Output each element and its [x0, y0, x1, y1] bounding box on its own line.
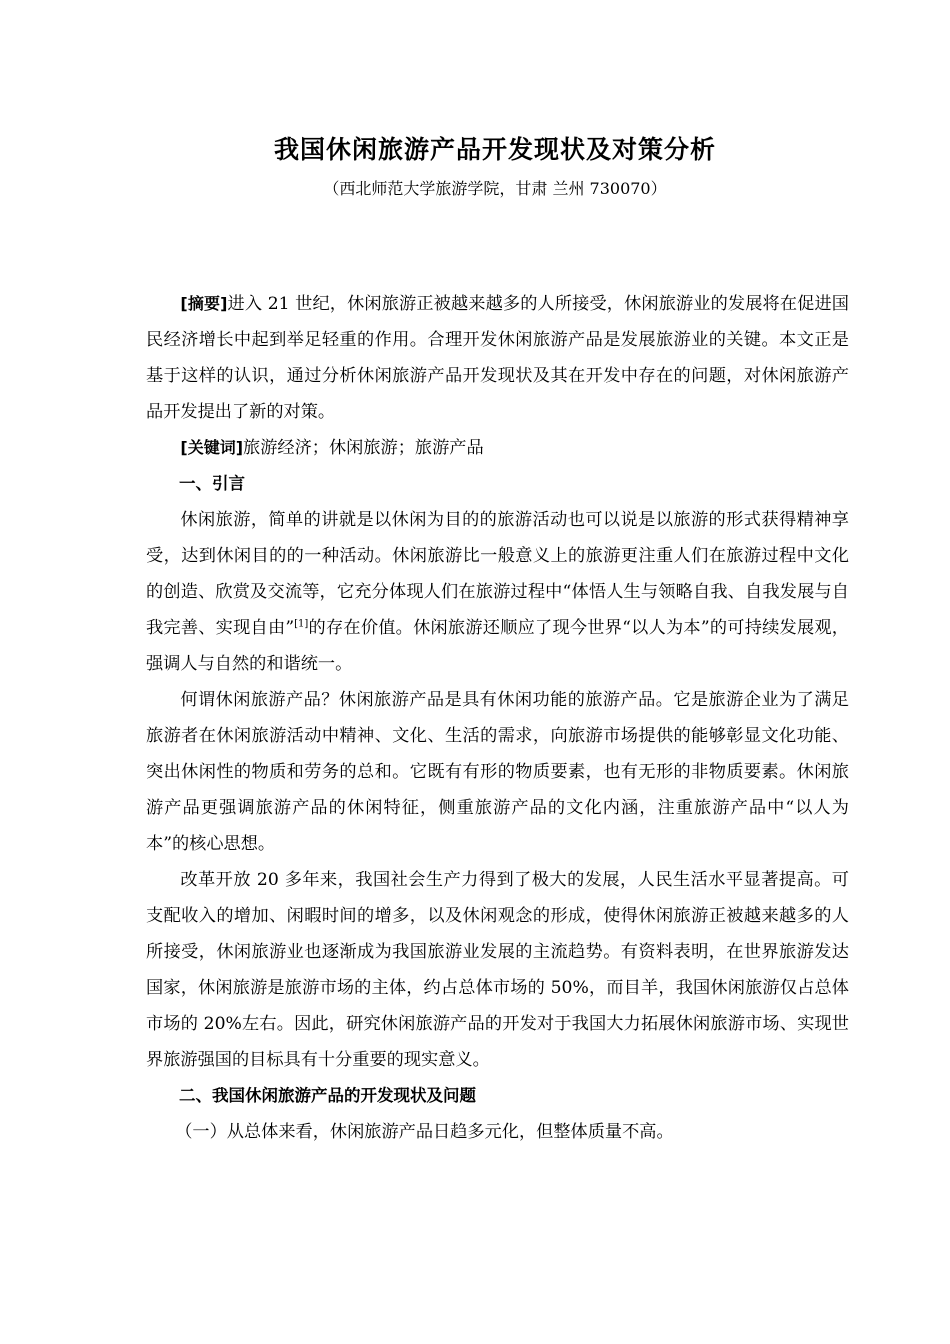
intro-paragraph-3: 改革开放 20 多年来，我国社会生产力得到了极大的发展，人民生活水平显著提高。可支配收入的增加、闲暇时间的增多，以及休闲观念的形成，使得休闲旅游正被越来越多的人所接受，休闲旅游业也逐渐成为我国旅游业发展的主流趋势。有资料表明，在世界旅游发达国家，休闲旅游是旅游市场的主体，约占总体市场的 50%，而目羊，我国休闲旅游仅占总体市场的 20%左右。因此，研究休闲旅游产品的开发对于我国大力拓展休闲旅游市场、实现世界旅游强国的目标具有十分重要的现实意义。 — [146, 870, 849, 1070]
intro-p1-text-a: 休闲旅游，简单的讲就是以休闲为目的的旅游活动也可以说是以旅游的形式获得精神享受，达到休闲目的的一种活动。休闲旅游比一般意义上的旅游更注重人们在旅游过程中文化的创造、欣赏及交流等，它充分体现人们在旅游过程中“体悟人生与领略自我、自我发展与自我完善、实现自由” — [146, 510, 849, 638]
paper-title: 我国休闲旅游产品开发现状及对策分析 — [273, 135, 716, 164]
abstract-label: [摘要] — [180, 294, 228, 313]
keywords-paragraph — [146, 430, 849, 466]
keywords-text: 旅游经济；休闲旅游；旅游产品 — [243, 438, 484, 458]
keywords-label: [关键词] — [180, 438, 244, 457]
intro-paragraph-1 — [146, 502, 849, 682]
section-heading-introduction: 一、引言 — [179, 474, 245, 493]
author-affiliation: （西北师范大学旅游学院，甘肃 兰州 730070） — [323, 179, 667, 198]
intro-p1-text-b: 的存在价值。休闲旅游还顺应了现今世界“以人为本”的可持续发展观，强调人与自然的和谐统一。 — [146, 618, 849, 674]
intro-paragraph-2: 何谓休闲旅游产品？休闲旅游产品是具有休闲功能的旅游产品。它是旅游企业为了满足旅游者在休闲旅游活动中精神、文化、生活的需求，向旅游市场提供的能够彰显文化功能、突出休闲性的物质和劳务的总和。它既有有形的物质要素，也有无形的非物质要素。休闲旅游产品更强调旅游产品的休闲特征，侧重旅游产品的文化内涵，注重旅游产品中“以人为本”的核心思想。 — [146, 690, 849, 854]
paper-body — [146, 286, 849, 1150]
subsection-1: （一）从总体来看，休闲旅游产品日趋多元化，但整体质量不高。 — [175, 1122, 674, 1142]
abstract-text: 进入 21 世纪，休闲旅游正被越来越多的人所接受，休闲旅游业的发展将在促进国民经济增长中起到举足轻重的作用。合理开发休闲旅游产品是发展旅游业的关键。本文正是基于这样的认识，通过分析休闲旅游产品开发现状及其在开发中存在的问题，对休闲旅游产品开发提出了新的对策。 — [146, 294, 849, 422]
citation-ref: [1] — [294, 618, 309, 630]
section-heading-status: 二、我国休闲旅游产品的开发现状及问题 — [179, 1086, 476, 1105]
abstract-paragraph — [146, 286, 849, 430]
